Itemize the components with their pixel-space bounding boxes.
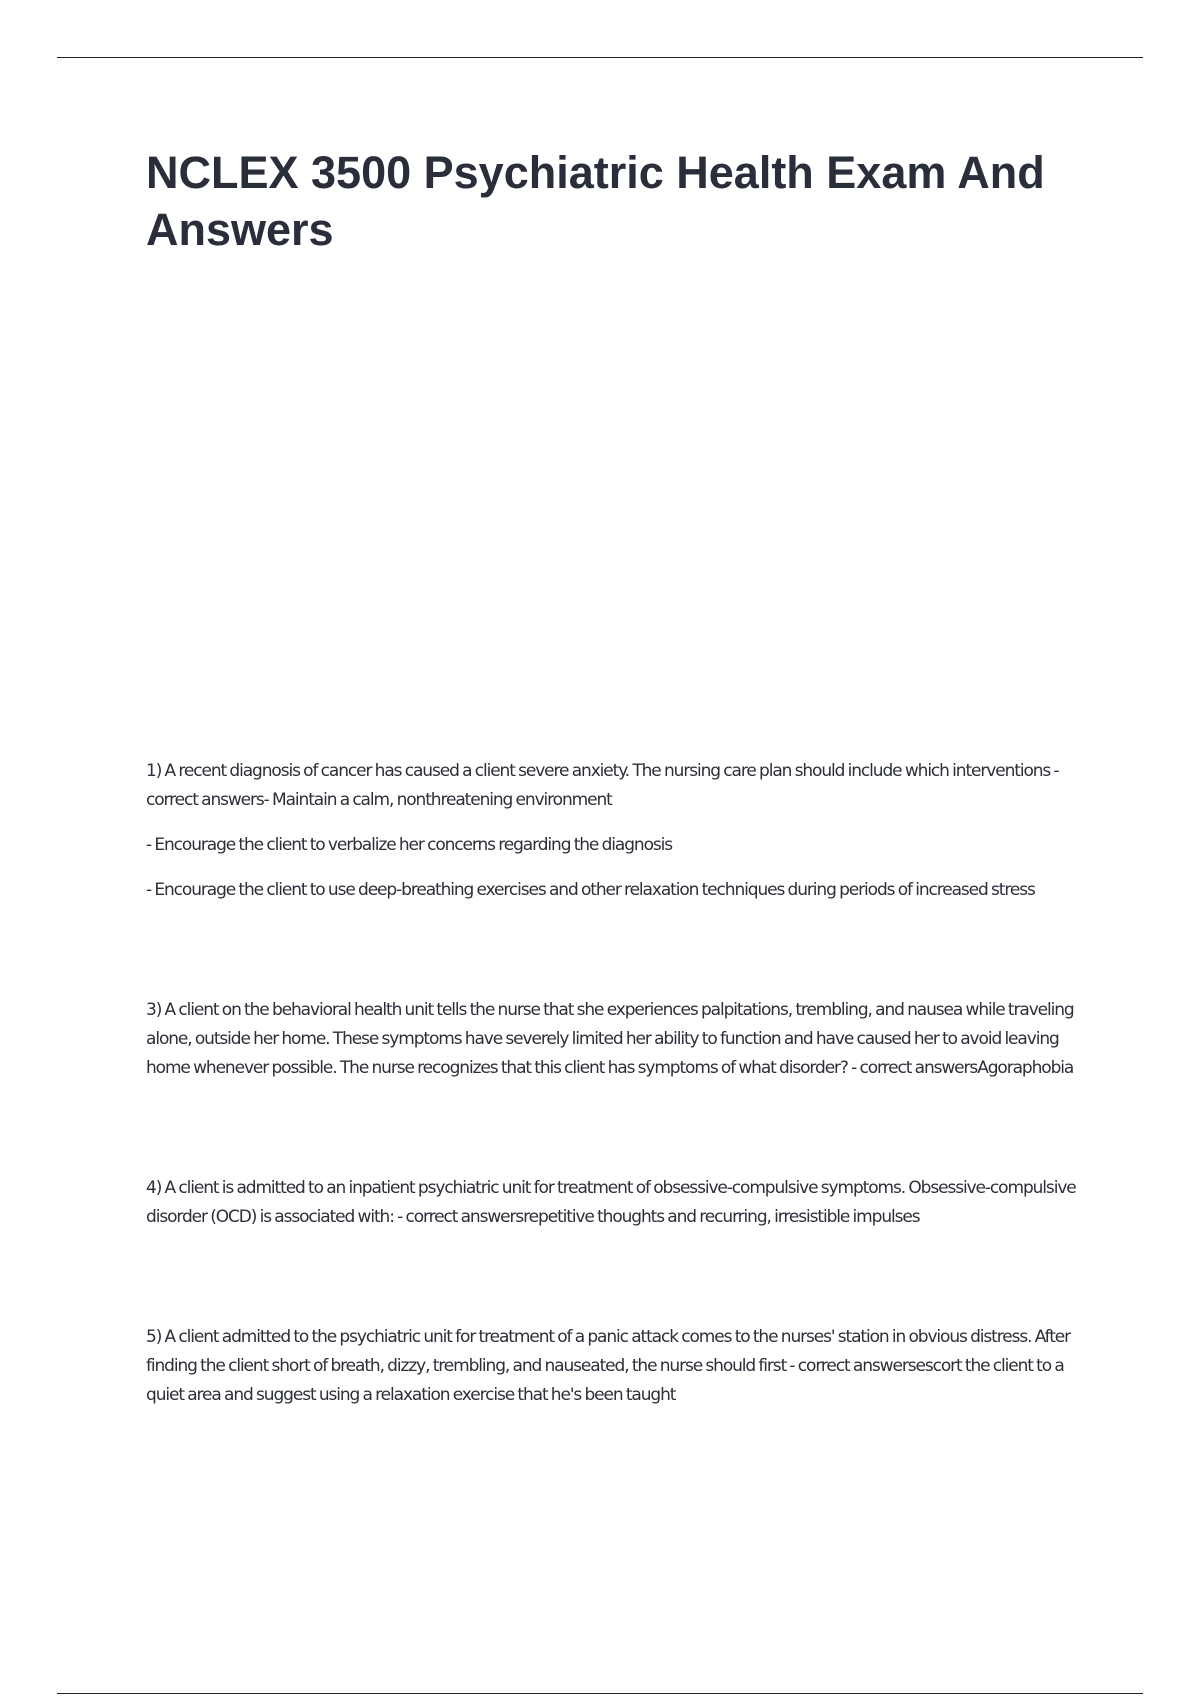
question-block bbox=[146, 1174, 1091, 1232]
question-block bbox=[146, 757, 1091, 905]
answer-item: - Encourage the client to use deep-breathing exercises and other relaxation techniques during periods of increased stress bbox=[146, 880, 1035, 900]
question-text: 1) A recent diagnosis of cancer has caused a client severe anxiety. The nursing care plan should include which interventions - correct answers- Maintain a calm, nonthreatening environment bbox=[146, 761, 1059, 810]
question-text: 3) A client on the behavioral health unit tells the nurse that she experiences palpitations, trembling, and nausea while traveling alone, outside her home. These symptoms have severely limited her ability to function and have caused her to avoid leaving home whenever possible. The nurse recognizes that this client has symptoms of what disorder? - correct answersAgoraphobia bbox=[146, 1000, 1074, 1078]
answer-item: - Encourage the client to verbalize her concerns regarding the diagnosis bbox=[146, 835, 673, 855]
question-block bbox=[146, 1323, 1091, 1410]
question-text: 5) A client admitted to the psychiatric unit for treatment of a panic attack comes to the nurses' station in obvious distress. After finding the client short of breath, dizzy, trembling, and nauseated, the nurse should first - correct answersescort the client to a quiet area and suggest using a relaxation exercise that he's been taught bbox=[146, 1327, 1071, 1405]
question-block bbox=[146, 996, 1091, 1083]
document-title: NCLEX 3500 Psychiatric Health Exam And Answers bbox=[146, 147, 1045, 255]
bottom-divider bbox=[57, 1693, 1143, 1694]
top-divider bbox=[57, 57, 1143, 58]
question-text: 4) A client is admitted to an inpatient psychiatric unit for treatment of obsessive-compulsive symptoms. Obsessive-compulsive disorder (OCD) is associated with: - correct answersrepetitive thoughts and recurring, irresistible impulses bbox=[146, 1178, 1076, 1227]
